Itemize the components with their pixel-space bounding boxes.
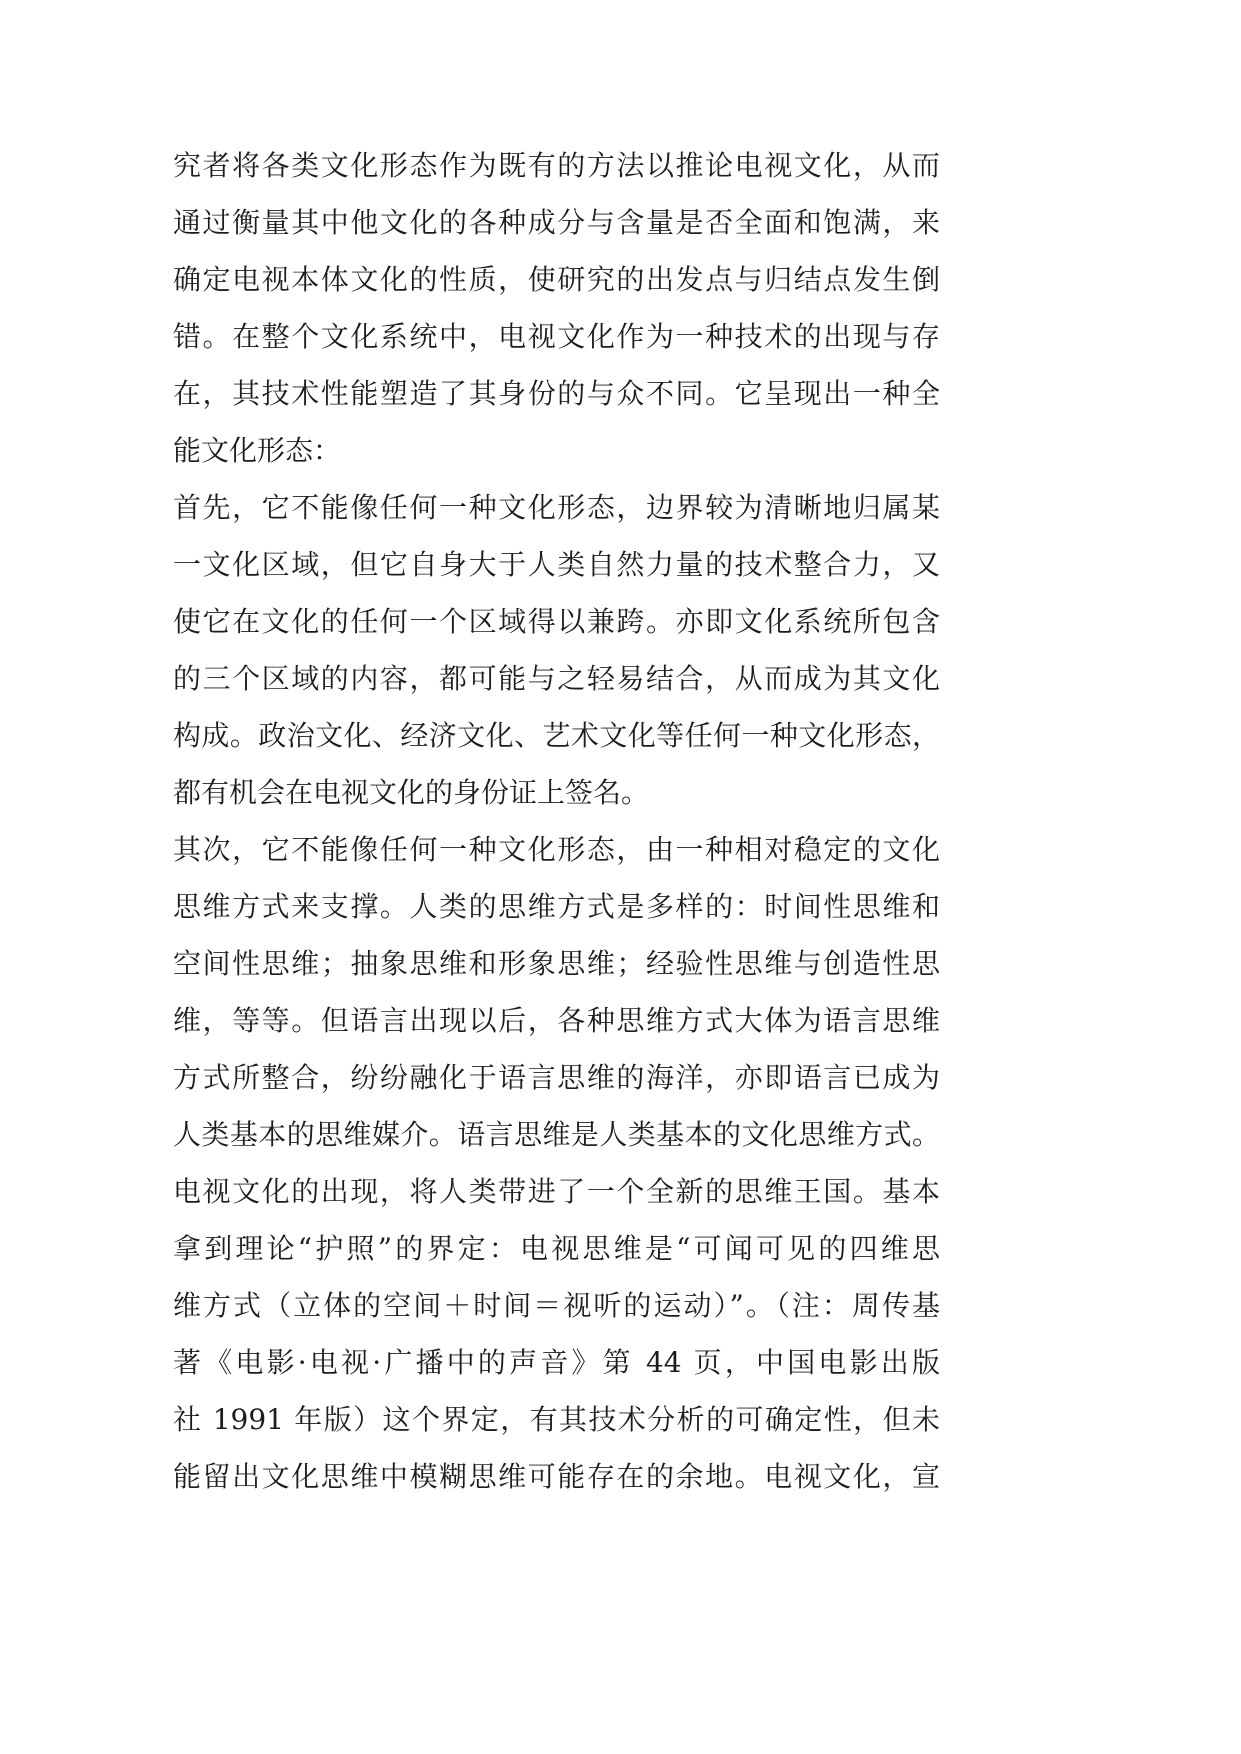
text-line: 人类基本的思维媒介。语言思维是人类基本的文化思维方式。 <box>173 1118 940 1151</box>
text-line: 空间性思维；抽象思维和形象思维；经验性思维与创造性思 <box>173 947 940 980</box>
text-line: 社 1991 年版）这个界定，有其技术分析的可确定性，但未 <box>173 1403 940 1436</box>
text-line: 的三个区域的内容，都可能与之轻易结合，从而成为其文化 <box>173 662 940 695</box>
text-line: 电视文化的出现，将人类带进了一个全新的思维王国。基本 <box>173 1175 940 1208</box>
text-line: 拿到理论“护照”的界定：电视思维是“可闻可见的四维思 <box>173 1232 940 1265</box>
body-text <box>173 137 940 1505</box>
text-line: 其次，它不能像任何一种文化形态，由一种相对稳定的文化 <box>173 833 940 866</box>
text-line: 确定电视本体文化的性质，使研究的出发点与归结点发生倒 <box>173 263 940 296</box>
text-line: 错。在整个文化系统中，电视文化作为一种技术的出现与存 <box>173 320 940 353</box>
text-line: 维，等等。但语言出现以后，各种思维方式大体为语言思维 <box>173 1004 940 1037</box>
text-line: 能文化形态： <box>173 434 342 467</box>
text-line: 维方式（立体的空间＋时间＝视听的运动）”。（注：周传基 <box>173 1289 940 1322</box>
text-line: 著《电影·电视·广播中的声音》第 44 页，中国电影出版 <box>173 1346 940 1379</box>
text-line: 通过衡量其中他文化的各种成分与含量是否全面和饱满，来 <box>173 206 940 239</box>
text-line: 方式所整合，纷纷融化于语言思维的海洋，亦即语言已成为 <box>173 1061 940 1094</box>
text-line: 都有机会在电视文化的身份证上签名。 <box>173 776 650 809</box>
text-line: 思维方式来支撑。人类的思维方式是多样的：时间性思维和 <box>173 890 940 923</box>
text-line: 一文化区域，但它自身大于人类自然力量的技术整合力，又 <box>173 548 940 581</box>
text-line: 首先，它不能像任何一种文化形态，边界较为清晰地归属某 <box>173 491 940 524</box>
text-line: 究者将各类文化形态作为既有的方法以推论电视文化，从而 <box>173 149 940 182</box>
text-line: 在，其技术性能塑造了其身份的与众不同。它呈现出一种全 <box>173 377 940 410</box>
text-line: 构成。政治文化、经济文化、艺术文化等任何一种文化形态， <box>173 719 940 752</box>
text-line: 能留出文化思维中模糊思维可能存在的余地。电视文化，宣 <box>173 1460 940 1493</box>
text-line: 使它在文化的任何一个区域得以兼跨。亦即文化系统所包含 <box>173 605 940 638</box>
